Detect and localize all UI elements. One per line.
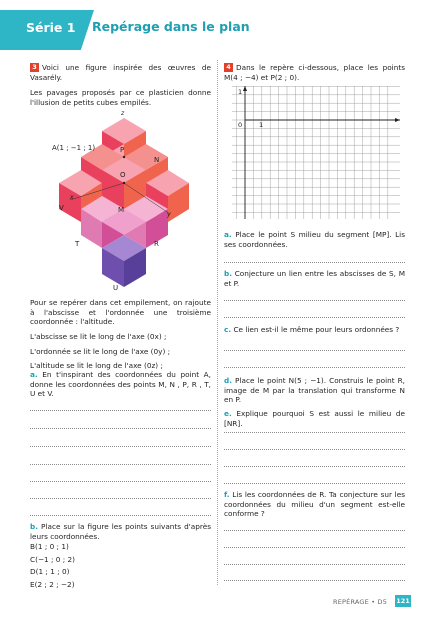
series-label: Série 1 — [26, 20, 76, 35]
question-a-text: En t'inspirant des coordonnées du point A, donne les coordonnées des points M, N , P, R , T, U et V. — [30, 370, 211, 399]
answer-line — [30, 410, 211, 411]
ex3-altitude-line: L'altitude se lit le long de l'axe (0z) ; — [30, 361, 163, 371]
coordinate-grid — [232, 86, 400, 219]
question-e-letter: e. — [224, 409, 232, 418]
answer-line — [30, 498, 211, 499]
point-d-coords: D(1 ; 1 ; 0) — [30, 567, 70, 577]
answer-line — [224, 483, 405, 484]
ex4-question-a — [224, 230, 405, 249]
ex3-paragraph-altitude: Pour se repérer dans cet empilement, on rajoute à l'abscisse et l'ordonnée une troisième coordonnée : l'altitude. — [30, 298, 211, 327]
answer-line — [224, 432, 405, 433]
answer-line — [30, 481, 211, 482]
label-point-p: P — [120, 146, 125, 154]
ex4-question-f — [224, 490, 405, 519]
question-b-text: Place sur la figure les points suivants d'après leurs coordonnées. — [30, 522, 211, 541]
answer-line — [224, 317, 405, 318]
question-f-letter: f. — [224, 490, 230, 499]
point-b-coords: B(1 ; 0 ; 1) — [30, 542, 69, 551]
question-b-letter: b. — [30, 522, 38, 531]
page-number: 121 — [396, 597, 410, 605]
ex4-question-b — [224, 269, 405, 288]
question-e-text: Explique pourquoi S est aussi le milieu de [NR]. — [224, 409, 405, 428]
answer-line — [224, 580, 405, 581]
grid-origin-label: 0 — [238, 121, 243, 129]
label-axis-z: z — [121, 110, 125, 117]
question-d-text: Place le point N(5 ; −1). Construis le point R, image de M par la translation qui transforme N en P. — [224, 376, 406, 405]
grid-y-unit-label: 1 — [238, 88, 243, 96]
label-point-u: U — [113, 284, 119, 292]
page-title: Repérage dans le plan — [92, 19, 250, 34]
point-c-coords: C(−1 ; 0 ; 2) — [30, 554, 76, 564]
answer-line — [224, 300, 405, 301]
ex4-question-d — [224, 376, 405, 405]
ex3-intro-line1: Voici une figure inspirée des œuvres de Vasarély. — [30, 63, 211, 82]
answer-line — [30, 515, 211, 516]
label-point-r: R — [154, 240, 159, 248]
ex3-abscissa-line: L'abscisse se lit le long de l'axe (0x) ; — [30, 331, 167, 341]
ex3-intro-line2: Les pavages proposés par ce plasticien donne l'illusion de petits cubes empilés. — [30, 88, 211, 107]
label-point-o: O — [120, 171, 126, 179]
answer-line — [224, 367, 405, 368]
question-b-letter: b. — [224, 269, 232, 278]
answer-line — [30, 446, 211, 447]
exercise-number-3: 3 — [30, 63, 39, 72]
label-point-v: V — [59, 204, 64, 212]
answer-line — [224, 564, 405, 565]
question-d-letter: d. — [224, 376, 232, 385]
ex3-ordinate-line: L'ordonnée se lit le long de l'axe (0y) ; — [30, 346, 171, 356]
ex4-question-e — [224, 409, 405, 428]
exercise-number-4: 4 — [224, 63, 233, 72]
question-a-text: Place le point S milieu du segment [MP]. Lis ses coordonnées. — [224, 230, 405, 249]
points-list — [30, 542, 75, 590]
label-axis-y: y — [167, 210, 171, 218]
answer-line — [30, 464, 211, 465]
ex3-question-b — [30, 522, 211, 541]
ex4-intro-text: Dans le repère ci-dessous, place les points M(4 ; −4) et P(2 ; 0). — [224, 63, 405, 82]
question-b-text: Conjecture un lien entre les abscisses de S, M et P. — [224, 269, 405, 288]
answer-line — [224, 449, 405, 450]
question-f-text: Lis les coordonnées de R. Ta conjecture sur les coordonnées du milieu d'un segment est-elle conforme ? — [224, 490, 405, 519]
grid-x-unit-label: 1 — [259, 121, 264, 129]
answer-line — [224, 350, 405, 351]
label-point-a: A(1 ; −1 ; 1) — [52, 144, 96, 152]
question-c-text: Ce lien est-il le même pour leurs ordonnées ? — [233, 325, 400, 334]
exercise-3-text — [30, 298, 211, 371]
question-a-letter: a. — [224, 230, 232, 239]
answer-line — [30, 428, 211, 429]
answer-line — [224, 530, 405, 531]
column-divider — [217, 60, 218, 585]
ex3-question-a — [30, 370, 211, 399]
footer-section-label: REPÉRAGE • D5 — [333, 598, 388, 606]
question-a-letter: a. — [30, 370, 38, 379]
exercise-3-intro — [30, 63, 211, 108]
exercise-4-intro — [224, 63, 405, 82]
ex4-question-c — [224, 325, 405, 335]
label-axis-x: x — [70, 194, 74, 201]
answer-line — [224, 466, 405, 467]
question-c-letter: c. — [224, 325, 232, 334]
label-point-m: M — [118, 206, 125, 214]
label-point-n: N — [154, 156, 160, 164]
answer-line — [224, 547, 405, 548]
answer-line — [224, 262, 405, 263]
point-e-coords: E(2 ; 2 ; −2) — [30, 579, 75, 589]
label-point-t: T — [75, 240, 80, 248]
